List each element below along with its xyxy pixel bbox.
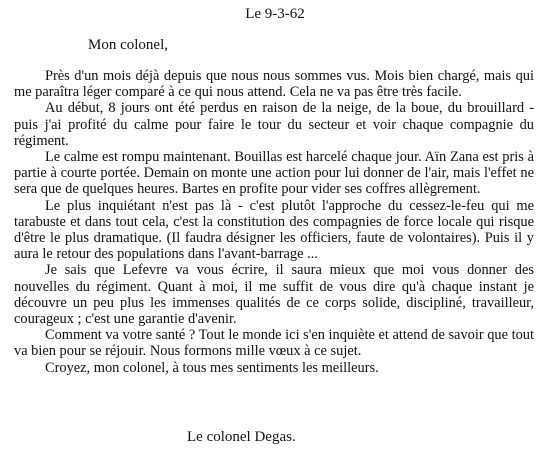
paragraph: Comment va votre santé ? Tout le monde ici s'en inquiète et attend de savoir que tout va bien pour se réjouir. Nous formons mille vœux à ce sujet. <box>14 327 534 360</box>
letter-salutation: Mon colonel, <box>88 37 168 53</box>
paragraph: Le plus inquiétant n'est pas là - c'est plutôt l'approche du cessez-le-feu qui me tarabuste et dans tout cela, c'est la constitution des compagnies de force locale qui risque d'être le plus dramatique. (Il faudra désigner les officiers, faute de volontaires). Puis il y aura le retour des populations dans l'avant-barrage ... <box>14 197 534 263</box>
letter-date: Le 9-3-62 <box>245 6 305 22</box>
paragraph: Près d'un mois déjà depuis que nous nous sommes vus. Mois bien chargé, mais qui me paraîtra léger comparé à ce qui nous attend. Cela ne va pas être très facile. <box>14 68 534 101</box>
letter-signature: Le colonel Degas. <box>187 429 296 445</box>
paragraph: Au début, 8 jours ont été perdus en raison de la neige, de la boue, du brouillard - puis j'ai profité du calme pour faire le tour du secteur et voir chaque compagnie du régiment. <box>14 100 534 149</box>
paragraph: Le calme est rompu maintenant. Bouillas est harcelé chaque jour. Aïn Zana est pris à partie à courte portée. Demain on monte une action pour lui donner de l'air, mais l'effet ne sera que de quelques heures. Bartes en profite pour vider ses coffres allègrement. <box>14 149 534 198</box>
letter-body <box>14 68 534 376</box>
paragraph: Croyez, mon colonel, à tous mes sentiments les meilleurs. <box>45 359 379 376</box>
paragraph: Je sais que Lefevre va vous écrire, il saura mieux que moi vous donner des nouvelles du régiment. Quant à moi, il me suffit de vous dire qu'à chaque instant je découvre un peu plus les immenses qualités de ce corps solide, discipliné, travailleur, courageux ; c'est une garantie d'avenir. <box>14 262 534 328</box>
